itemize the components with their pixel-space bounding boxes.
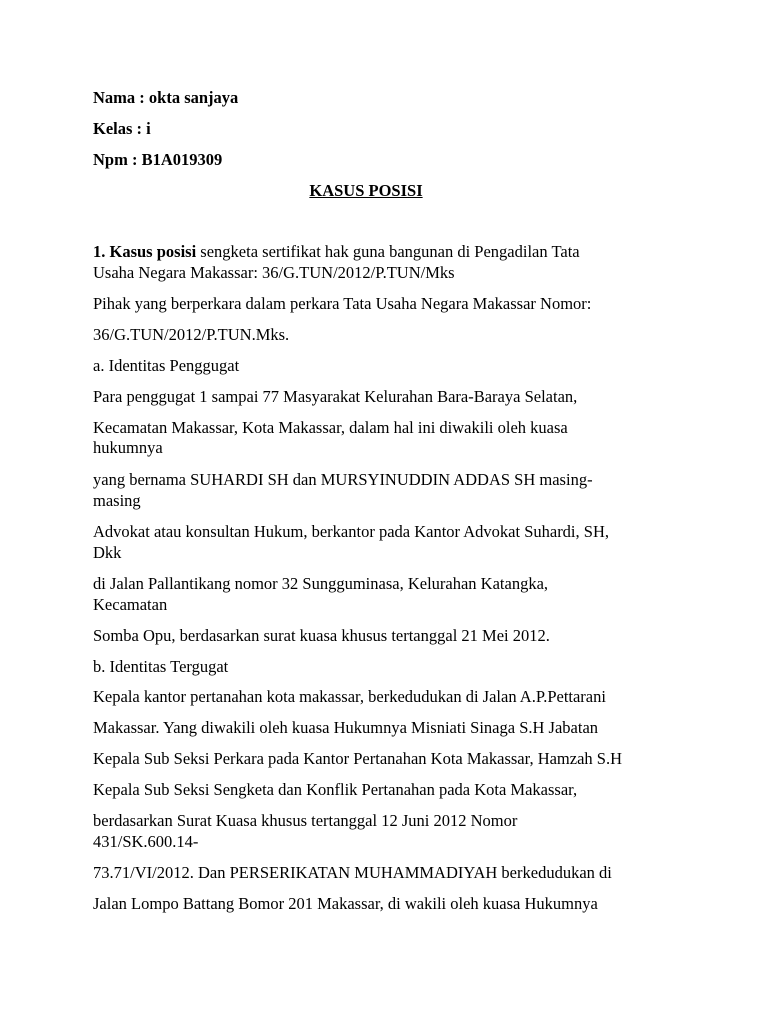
paragraph-line: Advokat atau konsultan Hukum, berkantor pada Kantor Advokat Suhardi, SH, bbox=[93, 522, 609, 541]
paragraph-line: hukumnya bbox=[93, 438, 163, 457]
paragraph-line: di Jalan Pallantikang nomor 32 Sungguminasa, Kelurahan Katangka, bbox=[93, 574, 549, 593]
section-heading-line2: Usaha Negara Makassar: 36/G.TUN/2012/P.TUN/Mks bbox=[93, 263, 455, 282]
paragraph-line: Dkk bbox=[93, 543, 122, 562]
paragraph-line: Kecamatan bbox=[93, 595, 168, 614]
paragraph-line: yang bernama SUHARDI SH dan MURSYINUDDIN ADDAS SH masing- bbox=[93, 470, 593, 489]
paragraph-line: 36/G.TUN/2012/P.TUN.Mks. bbox=[93, 325, 290, 344]
document-title-text: KASUS POSISI bbox=[309, 181, 423, 200]
paragraph-line: Para penggugat 1 sampai 77 Masyarakat Kelurahan Bara-Baraya Selatan, bbox=[93, 387, 578, 406]
section-heading-line1 bbox=[93, 242, 580, 262]
paragraph-line: 431/SK.600.14- bbox=[93, 832, 199, 851]
paragraph-line: Kepala Sub Seksi Perkara pada Kantor Pertanahan Kota Makassar, Hamzah S.H bbox=[93, 749, 623, 768]
subheading-tergugat: b. Identitas Tergugat bbox=[93, 657, 229, 676]
paragraph-line: berdasarkan Surat Kuasa khusus tertanggal 12 Juni 2012 Nomor bbox=[93, 811, 518, 830]
student-class: Kelas : i bbox=[93, 119, 151, 138]
paragraph-line: Kecamatan Makassar, Kota Makassar, dalam hal ini diwakili oleh kuasa bbox=[93, 418, 568, 437]
paragraph-line: Kepala kantor pertanahan kota makassar, berkedudukan di Jalan A.P.Pettarani bbox=[93, 687, 606, 706]
paragraph-line: Makassar. Yang diwakili oleh kuasa Hukumnya Misniati Sinaga S.H Jabatan bbox=[93, 718, 599, 737]
paragraph-line: Kepala Sub Seksi Sengketa dan Konflik Pertanahan pada Kota Makassar, bbox=[93, 780, 578, 799]
section-heading-label: 1. Kasus posisi bbox=[93, 242, 197, 261]
section-heading-rest: sengketa sertifikat hak guna bangunan di Pengadilan Tata bbox=[196, 242, 580, 261]
student-name: Nama : okta sanjaya bbox=[93, 88, 239, 107]
document-title bbox=[0, 181, 768, 201]
subheading-penggugat: a. Identitas Penggugat bbox=[93, 356, 240, 375]
paragraph-line: masing bbox=[93, 491, 141, 510]
paragraph-line: Somba Opu, berdasarkan surat kuasa khusus tertanggal 21 Mei 2012. bbox=[93, 626, 550, 645]
paragraph-line: 73.71/VI/2012. Dan PERSERIKATAN MUHAMMADIYAH berkedudukan di bbox=[93, 863, 612, 882]
paragraph-line: Jalan Lompo Battang Bomor 201 Makassar, di wakili oleh kuasa Hukumnya bbox=[93, 894, 598, 913]
paragraph-line: Pihak yang berperkara dalam perkara Tata Usaha Negara Makassar Nomor: bbox=[93, 294, 592, 313]
student-npm: Npm : B1A019309 bbox=[93, 150, 223, 169]
